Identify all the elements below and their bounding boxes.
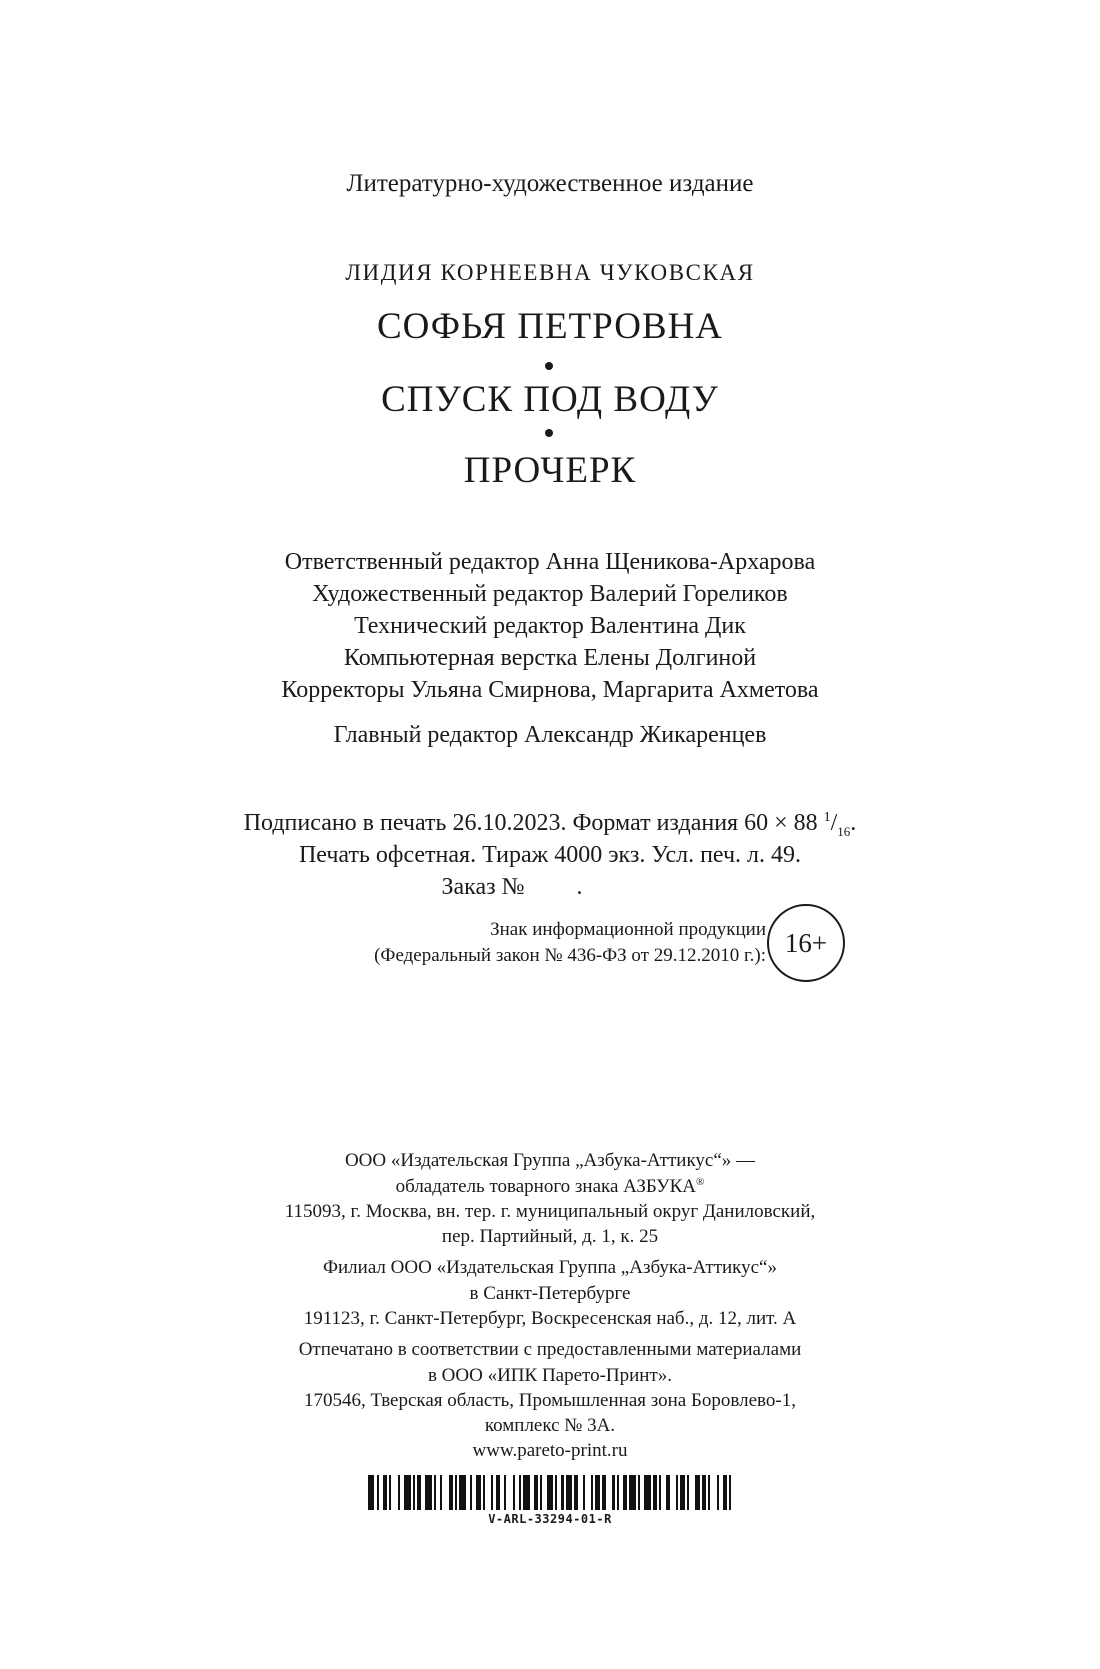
order-label: Заказ № xyxy=(441,874,525,900)
printer-address: комплекс № 3А. xyxy=(484,1415,616,1436)
bullet-separator xyxy=(545,429,553,437)
format-denominator: 16 xyxy=(837,824,851,839)
print-signed-format: Подписано в печать 26.10.2023. Формат издания 60 × 88 xyxy=(243,810,818,836)
credit-line: Корректоры Ульяна Смирнова, Маргарита Ахметова xyxy=(281,677,819,703)
barcode-bar xyxy=(731,1475,737,1510)
order-number-line xyxy=(0,874,1062,901)
printer-website: www.pareto-print.ru xyxy=(472,1440,628,1461)
bullet-separator xyxy=(545,362,553,370)
book-title-3: ПРОЧЕРК xyxy=(463,450,637,491)
print-info-line-1 xyxy=(0,810,1100,837)
credit-line: Компьютерная верстка Елены Долгиной xyxy=(343,645,757,671)
chief-editor-line: Главный редактор Александр Жикаренцев xyxy=(333,722,767,748)
publisher-trademark-text: обладатель товарного знака АЗБУКА xyxy=(395,1176,697,1197)
printer-line: в ООО «ИПК Парето-Принт». xyxy=(427,1365,673,1386)
age-sign-law: (Федеральный закон № 436-ФЗ от 29.12.2010 г.): xyxy=(374,945,766,966)
author-name: ЛИДИЯ КОРНЕЕВНА ЧУКОВСКАЯ xyxy=(345,260,755,285)
print-info-line-2: Печать офсетная. Тираж 4000 экз. Усл. печ. л. 49. xyxy=(298,842,802,868)
format-period: . xyxy=(850,810,857,836)
credit-line: Художественный редактор Валерий Гореликов xyxy=(312,581,788,607)
branch-line: в Санкт-Петербурге xyxy=(469,1283,631,1304)
order-period: . xyxy=(576,874,583,900)
credit-line: Ответственный редактор Анна Щеникова-Архарова xyxy=(284,549,816,575)
book-title-1: СОФЬЯ ПЕТРОВНА xyxy=(376,306,724,347)
age-sign-caption: Знак информационной продукции xyxy=(490,919,766,940)
barcode xyxy=(368,1475,738,1510)
book-title-2: СПУСК ПОД ВОДУ xyxy=(381,379,719,420)
printer-line: Отпечатано в соответствии с предоставленными материалами xyxy=(298,1339,802,1360)
publisher-address: 115093, г. Москва, вн. тер. г. муниципальный округ Даниловский, xyxy=(284,1201,816,1222)
publisher-trademark-line xyxy=(0,1176,1100,1198)
publisher-line: ООО «Издательская Группа „Азбука-Аттикус“» — xyxy=(344,1150,756,1171)
format-slash: / xyxy=(830,810,838,836)
credit-line: Технический редактор Валентина Дик xyxy=(354,613,746,639)
publisher-address: пер. Партийный, д. 1, к. 25 xyxy=(441,1226,659,1247)
registered-mark: ® xyxy=(696,1176,705,1188)
branch-address: 191123, г. Санкт-Петербург, Воскресенская наб., д. 12, лит. А xyxy=(303,1308,797,1329)
branch-line: Филиал ООО «Издательская Группа „Азбука-Аттикус“» xyxy=(323,1257,777,1278)
edition-type: Литературно-художественное издание xyxy=(346,170,754,197)
format-numerator: 1 xyxy=(823,810,831,825)
age-rating-value: 16+ xyxy=(784,927,828,958)
barcode-code: V-ARL-33294-01-R xyxy=(488,1512,612,1526)
age-rating-badge xyxy=(767,904,845,982)
printer-address: 170546, Тверская область, Промышленная зона Боровлево-1, xyxy=(304,1390,796,1411)
